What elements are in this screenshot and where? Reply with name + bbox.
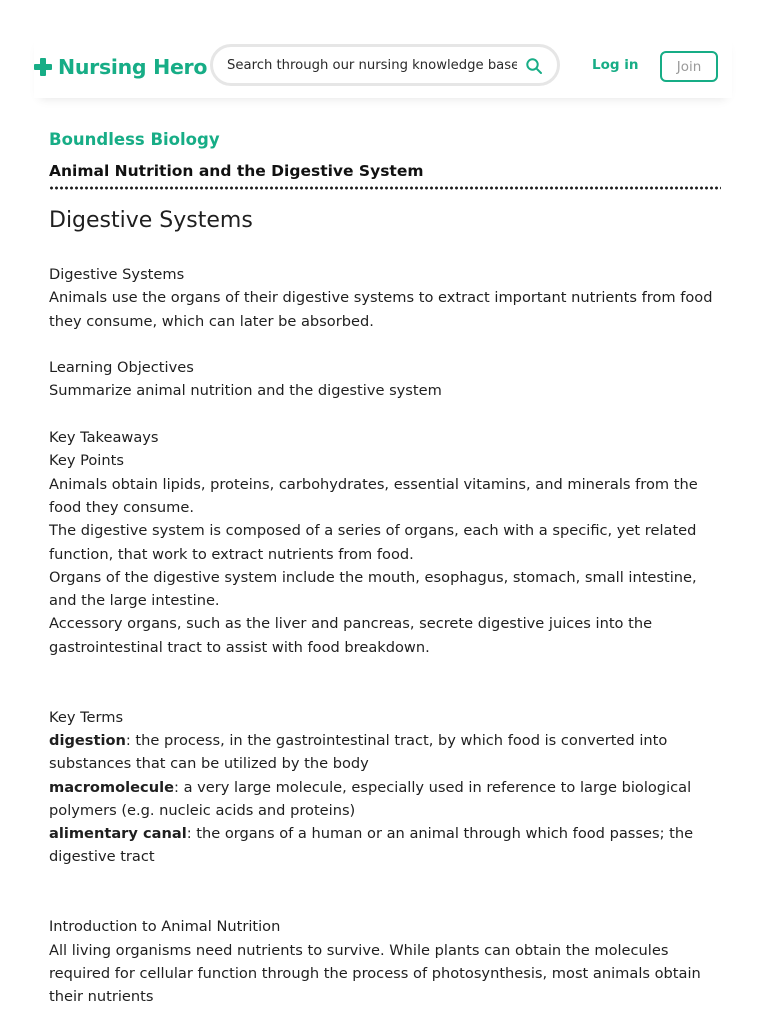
- search-bar: [210, 44, 560, 86]
- key-point: Accessory organs, such as the liver and pancreas, secrete digestive juices into the gastrointestinal tract to assist with food breakdown.: [49, 615, 653, 656]
- key-term-item: [49, 729, 721, 776]
- key-term-definition: : the organs of a human or an animal through which food passes; the digestive tract: [49, 825, 694, 866]
- search-input[interactable]: [227, 58, 517, 73]
- learning-objective: Summarize animal nutrition and the digestive system: [49, 382, 442, 400]
- key-term-definition: : a very large molecule, especially used in reference to large biological polymers (e.g. nucleic acids and proteins): [49, 778, 692, 819]
- site-logo[interactable]: [34, 52, 207, 82]
- intro-nutrition-label: Introduction to Animal Nutrition: [49, 918, 281, 936]
- key-point: The digestive system is composed of a series of organs, each with a specific, yet related function, that work to extract nutrients from food.: [49, 522, 697, 563]
- key-terms-label: Key Terms: [49, 708, 124, 726]
- dotted-divider: [49, 186, 721, 190]
- article-body: [49, 263, 721, 1009]
- key-point: Organs of the digestive system include the mouth, esophagus, stomach, small intestine, and the large intestine.: [49, 568, 697, 610]
- learning-objectives-label: Learning Objectives: [49, 359, 194, 377]
- key-takeaways-label: Key Takeaways: [49, 429, 159, 447]
- intro-nutrition-paragraph: All living organisms need nutrients to survive. While plants can obtain the molecules required for cellular function through the process of photosynthesis, most animals obtain their nutrients: [49, 941, 701, 1006]
- login-link[interactable]: Log in: [592, 57, 639, 73]
- key-term: macromolecule: [49, 778, 175, 796]
- key-term-item: [49, 776, 721, 823]
- site-header: [34, 34, 732, 98]
- key-term-definition: : the process, in the gastrointestinal tract, by which food is converted into substances that can be utilized by the body: [49, 731, 668, 773]
- article-content: [49, 126, 721, 1009]
- page-title: Digestive Systems: [49, 208, 253, 233]
- key-point: Animals obtain lipids, proteins, carbohydrates, essential vitamins, and minerals from the food they consume.: [49, 475, 698, 516]
- logo-text: Nursing Hero: [58, 55, 208, 79]
- join-button[interactable]: Join: [660, 51, 718, 82]
- search-icon[interactable]: [525, 57, 543, 75]
- key-points-label: Key Points: [49, 452, 124, 470]
- section-label: Digestive Systems: [49, 266, 185, 283]
- key-term-item: [49, 822, 721, 869]
- course-link[interactable]: Boundless Biology: [49, 130, 220, 149]
- key-term: digestion: [49, 731, 126, 749]
- chapter-heading: Animal Nutrition and the Digestive System: [49, 162, 424, 180]
- intro-paragraph: Animals use the organs of their digestive systems to extract important nutrients from food they consume, which can later be absorbed.: [49, 289, 713, 330]
- key-term: alimentary canal: [49, 825, 187, 843]
- medical-cross-icon: [34, 58, 52, 76]
